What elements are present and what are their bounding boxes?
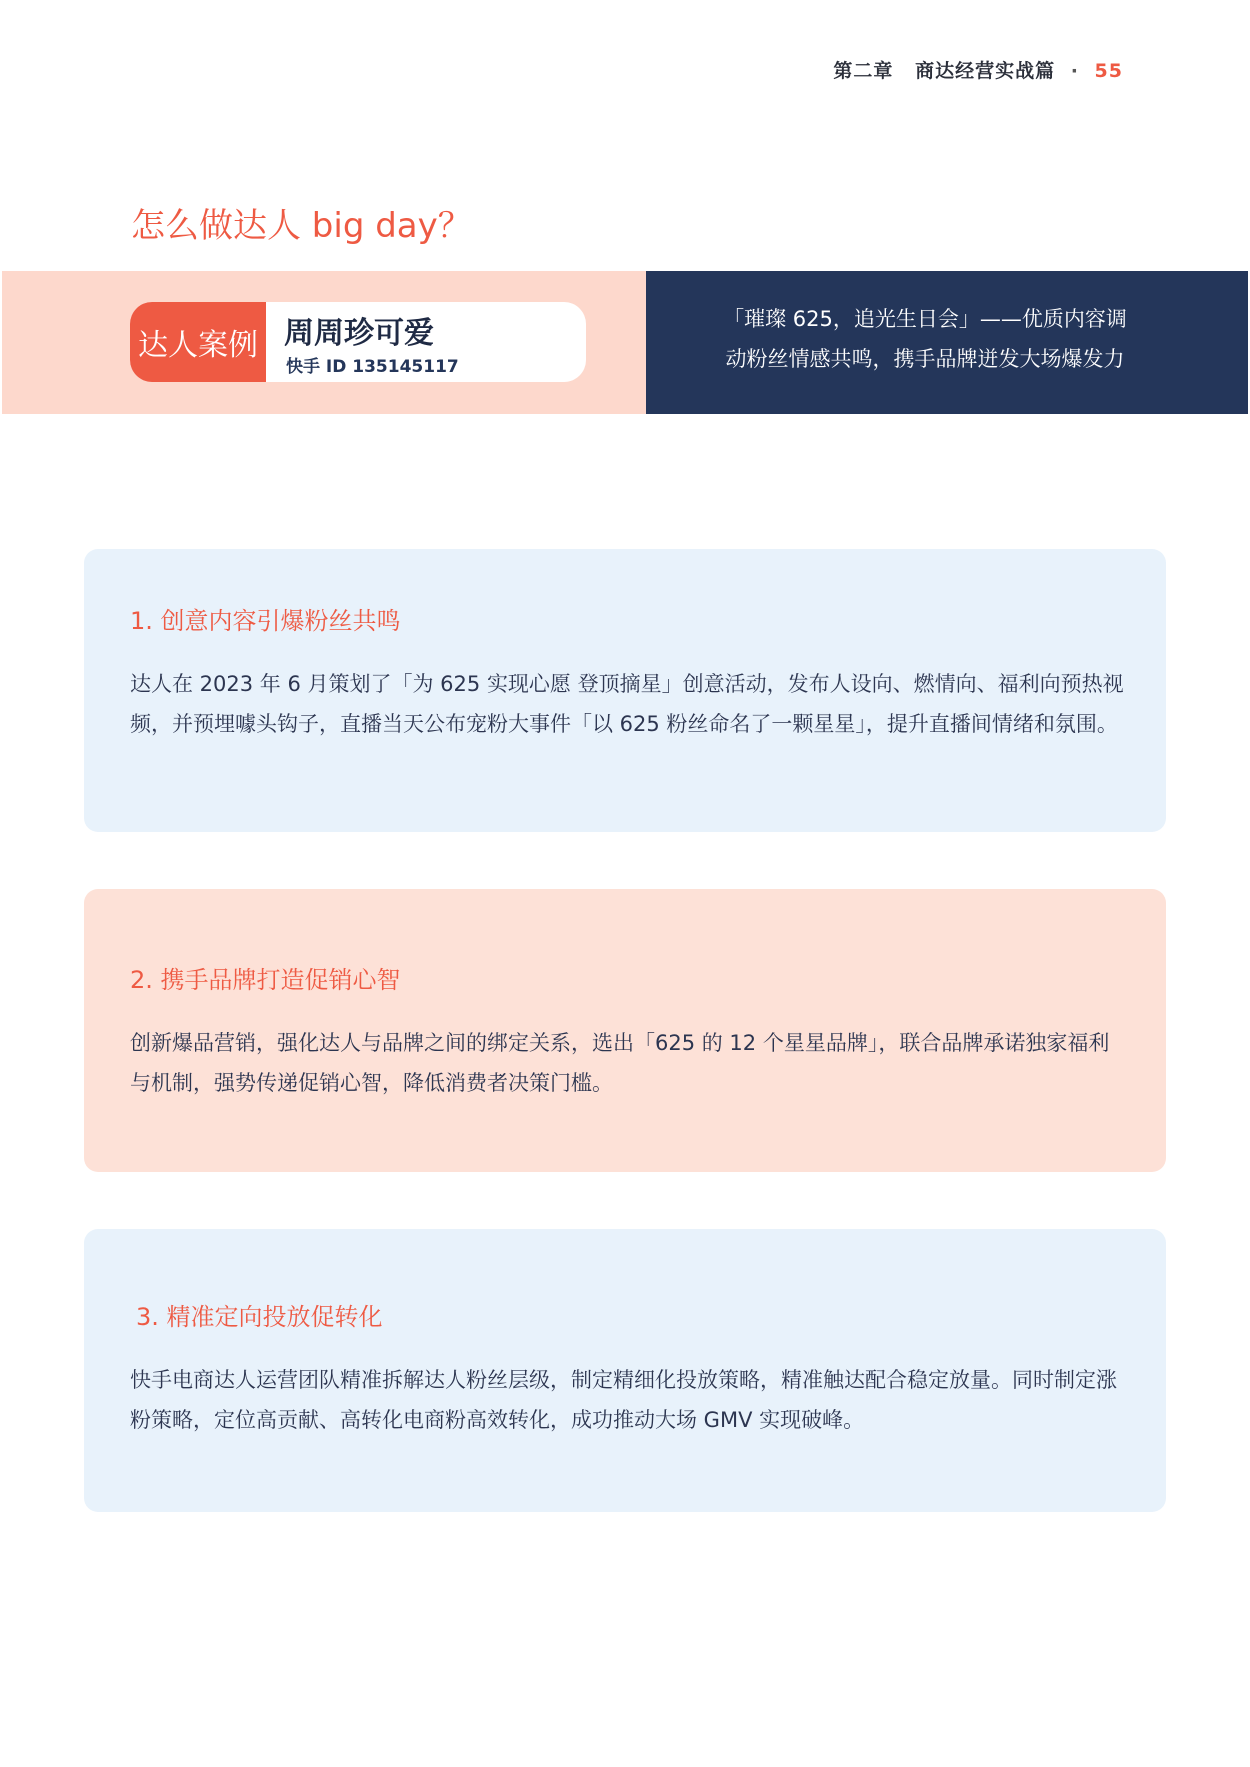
case-banner: [2, 271, 1248, 414]
chapter-label: 第二章: [833, 60, 894, 82]
banner-left-panel: [2, 271, 646, 414]
point-text-1: 达人在 2023 年 6 月策划了「为 625 实现心愿 登顶摘星」创意活动，发布人设向、燃情向、福利向预热视频，并预埋噱头钩子，直播当天公布宠粉大事件「以 625 粉丝命名了一颗星星」，提升直播间情绪和氛围。: [130, 672, 1124, 736]
point-title-2: 2. 携手品牌打造促销心智: [130, 966, 401, 994]
section-label: 商达经营实战篇: [915, 60, 1056, 82]
creator-id: 快手 ID 135145117: [286, 357, 459, 377]
point-box-1: [84, 549, 1166, 832]
creator-name: 周周珍可爱: [284, 316, 434, 351]
case-label: 达人案例: [130, 302, 266, 382]
header-separator: ·: [1070, 60, 1079, 82]
point-text-2: 创新爆品营销，强化达人与品牌之间的绑定关系，选出「625 的 12 个星星品牌」，联合品牌承诺独家福利与机制，强势传递促销心智，降低消费者决策门槛。: [130, 1031, 1110, 1095]
page-header: [833, 56, 1123, 83]
point-title-3: 3. 精准定向投放促转化: [136, 1303, 383, 1331]
point-text-3: 快手电商达人运营团队精准拆解达人粉丝层级，制定精细化投放策略，精准触达配合稳定放量。同时制定涨粉策略，定位高贡献、高转化电商粉高效转化，成功推动大场 GMV 实现破峰。: [130, 1368, 1117, 1432]
point-title-1: 1. 创意内容引爆粉丝共鸣: [130, 607, 401, 635]
section-title: 怎么做达人 big day？: [131, 206, 472, 246]
point-box-2: [84, 889, 1166, 1172]
page-number: 55: [1094, 60, 1123, 82]
quote-line-1: 「璀璨 625，追光生日会」——优质内容调: [723, 307, 1127, 331]
banner-right-panel: [646, 271, 1248, 414]
banner-quote: [690, 299, 1160, 379]
point-box-3: [84, 1229, 1166, 1512]
quote-line-2: 动粉丝情感共鸣，携手品牌迸发大场爆发力: [725, 347, 1125, 371]
case-card: [130, 302, 586, 382]
